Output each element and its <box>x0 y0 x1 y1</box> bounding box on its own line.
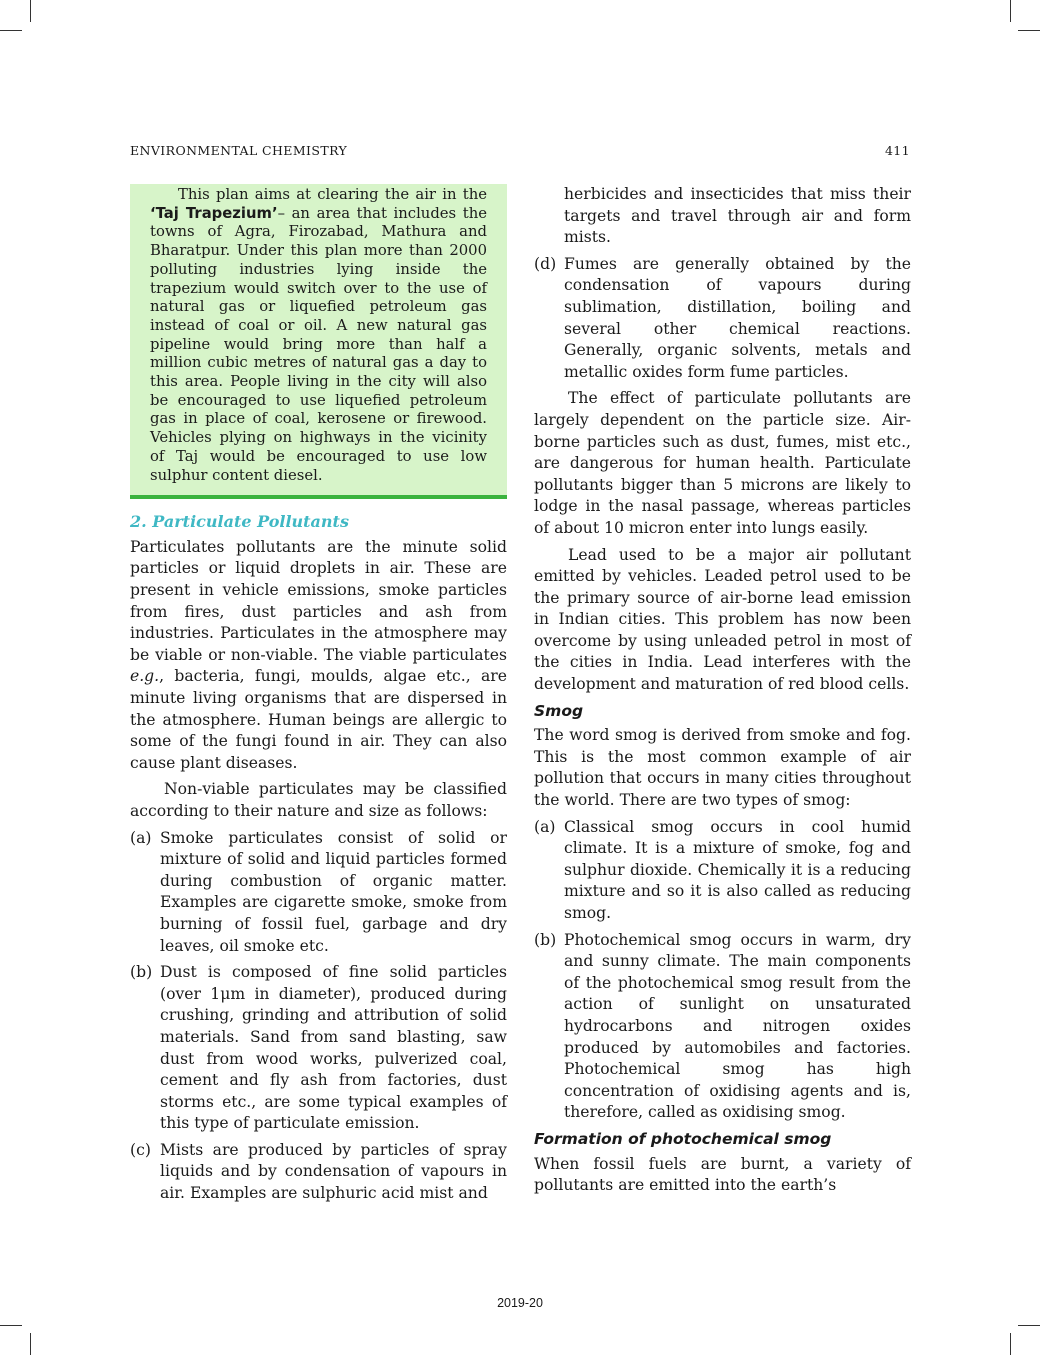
box-paragraph: This plan aims at clearing the air in the ‘Taj Trapezium’– an area that includes the towns of Agra, Firozabad, Mathura and Bharatpur. Under this plan more than 2000 polluting industries lying inside the trapezium would switch over to the use of natural gas or liquefied petroleum gas instead of coal or oil. A new natural gas pipeline would bring more than half a million cubic metres of natural gas a day to this area. People living in the city will also be encouraged to use liquefied petroleum gas in place of coal, kerosene or firewood. Vehicles plying on highways in the vicinity of Taj would be encouraged to use low sulphur content diesel. <box>150 186 488 484</box>
taj-trapezium-box <box>130 184 507 499</box>
list-item: (b) Dust is composed of fine solid particles (over 1μm in diameter), produced during crushing, grinding and attribution of solid materials. Sand from sand blasting, saw dust from wood works, pulverized coal, cement and fly ash from factories, dust storms etc., are some typical examples of this type of particulate emission. <box>130 963 507 1133</box>
crop-mark <box>1018 1325 1040 1326</box>
paragraph: Non-viable particulates may be classified according to their nature and size as follows: <box>130 780 507 820</box>
paragraph: Particulates pollutants are the minute solid particles or liquid droplets in air. These are present in vehicle emissions, smoke particles from fires, dust particles and ash from industries. Particulates in the atmosphere may be viable or non-viable. The viable particulates e.g., bacteria, fungi, moulds, algae etc., are minute living organisms that are dispersed in the atmosphere. Human beings are allergic to some of the fungi found in air. They can also cause plant diseases. <box>130 537 507 772</box>
crop-mark <box>0 1325 22 1326</box>
list-item: (c) Mists are produced by particles of spray liquids and by condensation of vapours in air. Examples are sulphuric acid mist and <box>130 1140 507 1203</box>
box-term: ‘Taj Trapezium’ <box>150 204 278 222</box>
crop-mark <box>30 0 31 22</box>
list-item: (a) Smoke particulates consist of solid or mixture of solid and liquid particles formed during combustion of organic matter. Examples are cigarette smoke, smoke from burning of fossil fuel, garbage and dry leaves, oil smoke etc. <box>130 828 507 955</box>
right-column <box>534 184 911 1202</box>
footer-year: 2019-20 <box>497 1296 543 1310</box>
crop-mark <box>1010 1333 1011 1355</box>
crop-mark <box>0 30 22 31</box>
left-column <box>130 184 507 1210</box>
list-item: (a) Classical smog occurs in cool humid climate. It is a mixture of smoke, fog and sulphur dioxide. Chemically it is a reducing mixture and so it is also called as reducing smog. <box>534 817 911 922</box>
list-item: (b) Photochemical smog occurs in warm, dry and sunny climate. The main components of the photochemical smog result from the action of sunlight on unsaturated hydrocarbons and nitrogen oxides produced by automobiles and factories. Photochemical smog has high concentration of oxidising agents and is, therefore, called as oxidising smog. <box>534 930 911 1122</box>
paragraph: The word smog is derived from smoke and fog. This is the most common example of air pollution that occurs in many cities throughout the world. There are two types of smog: <box>534 726 911 810</box>
crop-mark <box>1018 30 1040 31</box>
list-item: (d) Fumes are generally obtained by the condensation of vapours during sublimation, distillation, boiling and several other chemical reactions. Generally, organic solvents, metals and metallic oxides form fume particles. <box>534 254 911 381</box>
crop-mark <box>1010 0 1011 22</box>
paragraph: The effect of particulate pollutants are largely dependent on the particle size. Air-borne particles such as dust, fumes, mist etc., are dangerous for human health. Particulate pollutants bigger than 5 microns are likely to lodge in the nasal passage, whereas particles of about 10 micron enter into lungs easily. <box>534 389 911 537</box>
paragraph: Lead used to be a major air pollutant emitted by vehicles. Leaded petrol used to be the primary source of air-borne lead emission in Indian cities. This problem has now been overcome by using unleaded petrol in most of the cities in India. Lead interferes with the development and maturation of red blood cells. <box>534 545 911 694</box>
crop-mark <box>30 1333 31 1355</box>
smog-heading: Smog <box>534 701 584 720</box>
page-number: 411 <box>884 143 910 158</box>
formation-heading: Formation of photochemical smog <box>534 1129 832 1148</box>
section-heading: 2. Particulate Pollutants <box>130 512 349 532</box>
paragraph: When fossil fuels are burnt, a variety of pollutants are emitted into the earth’s <box>534 1154 911 1195</box>
chapter-title: ENVIRONMENTAL CHEMISTRY <box>130 143 348 158</box>
list-item-continued: herbicides and insecticides that miss their targets and travel through air and form mists. <box>564 185 911 247</box>
